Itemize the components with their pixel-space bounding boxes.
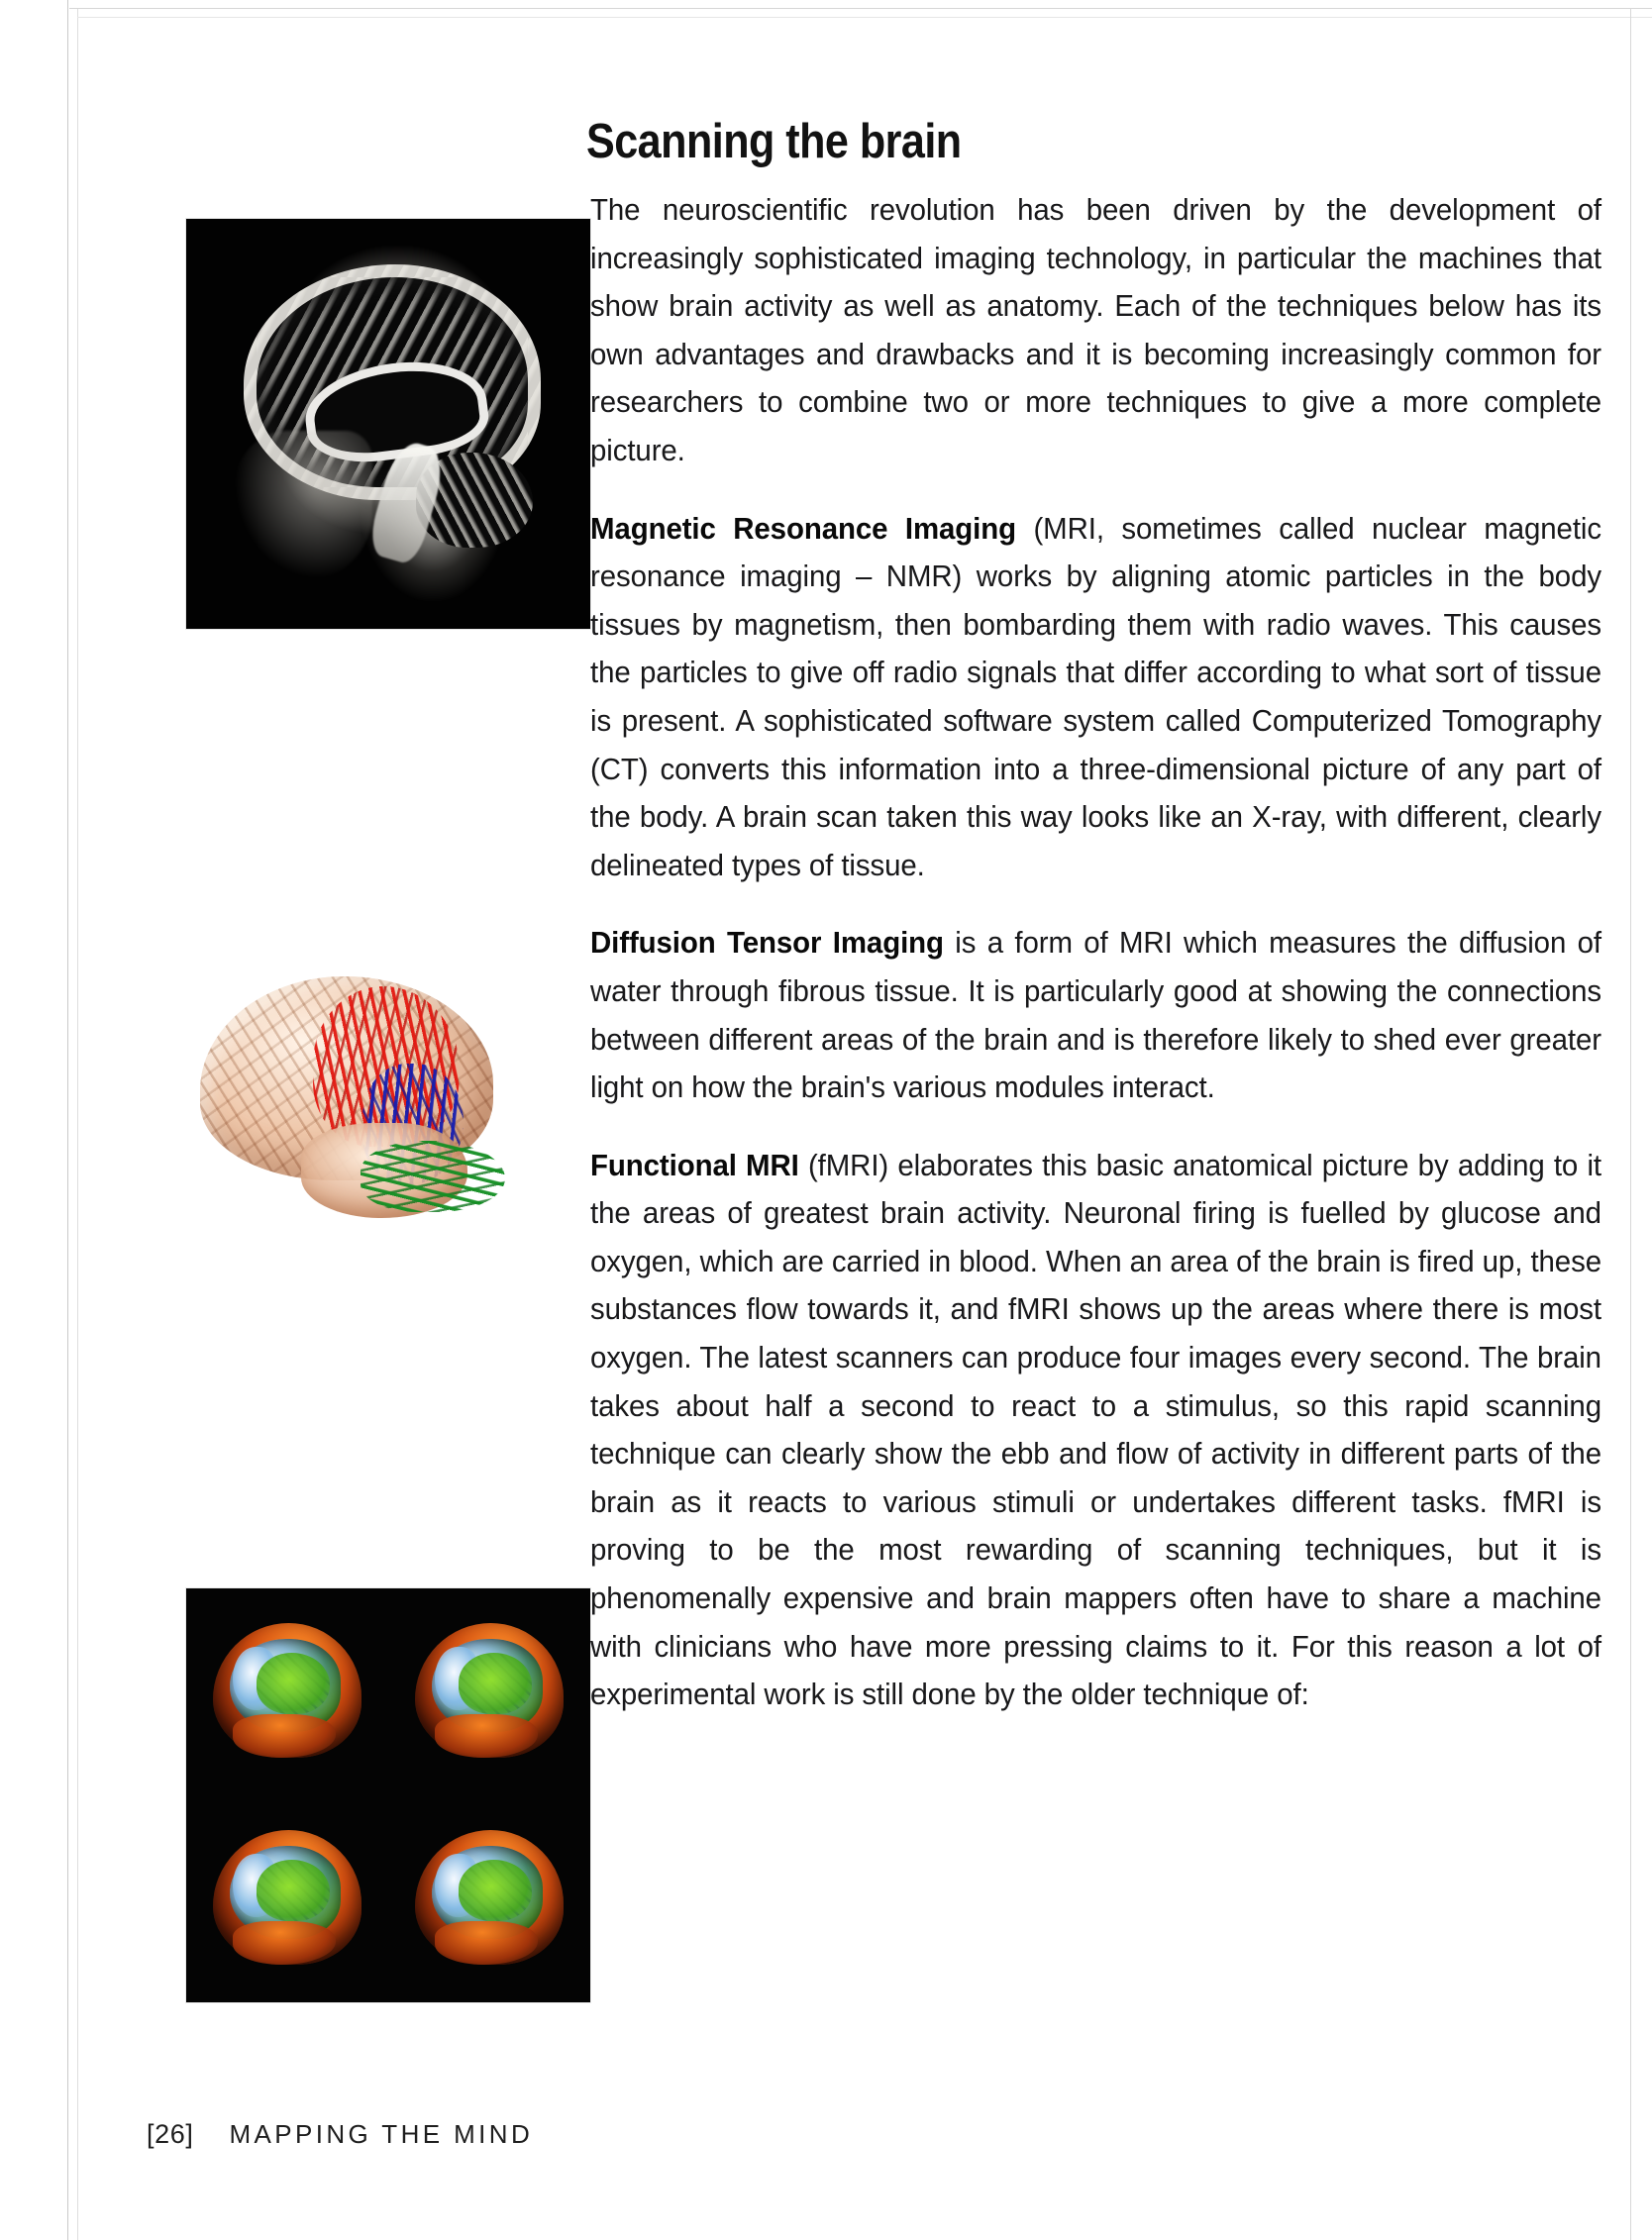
fmri-activation-green bbox=[459, 1653, 532, 1714]
fmri-activation-green bbox=[257, 1653, 330, 1714]
page-number: [26] bbox=[147, 2119, 194, 2149]
page-footer bbox=[147, 2119, 533, 2150]
paragraph-intro-text: The neuroscientific revolution has been driven by the development of increasingly sophisticated imaging technology, in particular the machines that show brain activity as well as anatomy. Each of the techniques below has its own advantages and drawbacks and it is becoming increasingly common for researchers to combine two or more techniques to give a more complete picture. bbox=[590, 193, 1601, 467]
page-edge-top bbox=[69, 8, 1652, 9]
paragraph-intro bbox=[590, 186, 1601, 475]
fmri-jaw bbox=[435, 1714, 538, 1758]
page-title: Scanning the brain bbox=[586, 114, 962, 168]
fmri-head-render bbox=[415, 1623, 564, 1758]
figure-mri-scan bbox=[186, 219, 590, 629]
paragraph-fmri bbox=[590, 1142, 1601, 1719]
figure-dti-scan bbox=[186, 967, 539, 1226]
page-edge-left bbox=[67, 0, 68, 2240]
fmri-cell-top-right bbox=[388, 1588, 590, 1795]
fmri-jaw bbox=[435, 1921, 538, 1965]
paragraph-mri bbox=[590, 505, 1601, 890]
fmri-cell-bottom-right bbox=[388, 1795, 590, 2002]
fmri-head-render bbox=[415, 1830, 564, 1965]
page-edge-top-inner bbox=[77, 17, 1652, 18]
fmri-activation-green bbox=[257, 1860, 330, 1921]
paragraph-dti-text: is a form of MRI which measures the diffusion of water through fibrous tissue. It is particularly good at showing the connections between different areas of the brain and is therefore likely to shed ever greater light on how the brain's various modules interact. bbox=[590, 926, 1601, 1105]
book-title: MAPPING THE MIND bbox=[229, 2119, 534, 2149]
fmri-cell-top-left bbox=[186, 1588, 388, 1795]
paragraph-fmri-text: (fMRI) elaborates this basic anatomical picture by adding to it the areas of greatest brain activity. Neuronal firing is fuelled by glucose and oxygen, which are carried in blood. When an area of the brain is fired up, these substances flow towards it, and fMRI shows up the areas where there is most oxygen. The latest scanners can produce four images every second. The brain takes about half a second to react to a stimulus, so this rapid scanning technique can clearly show the ebb and flow of activity in different parts of the brain as it reacts to various stimuli or undertakes different tasks. fMRI is proving to be the most rewarding of scanning techniques, but it is phenomenally expensive and brain mappers often have to share a machine with clinicians who have more pressing claims to it. For this reason a lot of experimental work is still done by the older technique of: bbox=[590, 1148, 1601, 1712]
paragraph-mri-lead: Magnetic Resonance Imaging bbox=[590, 511, 1017, 546]
dti-tract-green bbox=[361, 1141, 505, 1212]
fmri-cell-bottom-left bbox=[186, 1795, 388, 2002]
paragraph-dti-lead: Diffusion Tensor Imaging bbox=[590, 926, 944, 961]
page-edge-left-inner bbox=[77, 8, 78, 2240]
fmri-activation-green bbox=[459, 1860, 532, 1921]
figure-fmri-scan bbox=[186, 1588, 590, 2002]
mri-face-profile bbox=[234, 431, 372, 579]
paragraph-fmri-lead: Functional MRI bbox=[590, 1148, 799, 1182]
fmri-grid bbox=[186, 1588, 590, 2002]
paragraph-mri-text: (MRI, sometimes called nuclear magnetic resonance imaging – NMR) works by aligning atomic particles in the body tissues by magnetism, then bombarding them with radio waves. This causes the particles to give off radio signals that differ according to what sort of tissue is present. A sophisticated software system called Computerized Tomography (CT) converts this information into a three-dimensional picture of any part of the body. A brain scan taken this way looks like an X-ray, with different, clearly delineated types of tissue. bbox=[590, 511, 1601, 882]
paragraph-dti bbox=[590, 919, 1601, 1111]
fmri-jaw bbox=[233, 1714, 336, 1758]
fmri-jaw bbox=[233, 1921, 336, 1965]
fmri-head-render bbox=[213, 1623, 361, 1758]
fmri-head-render bbox=[213, 1830, 361, 1965]
body-text-column bbox=[590, 186, 1638, 1719]
